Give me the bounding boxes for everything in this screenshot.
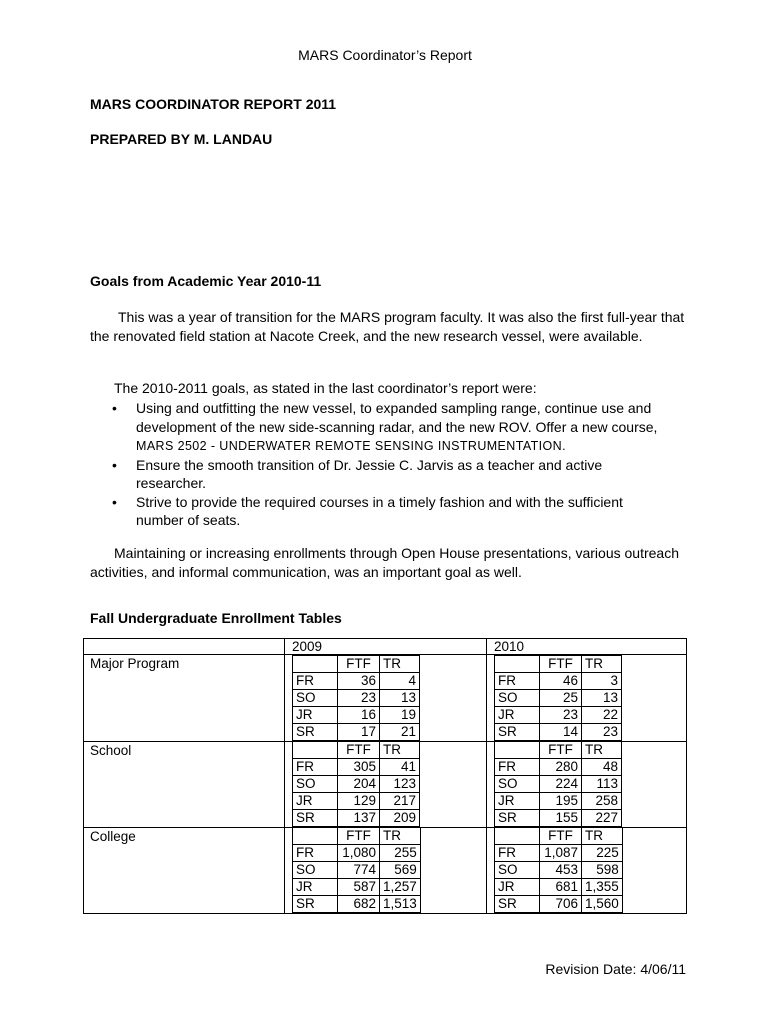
year-header-2009: 2009 <box>292 639 323 654</box>
table-row <box>495 793 622 810</box>
subtable-header-row <box>495 742 622 759</box>
table-row <box>495 896 623 913</box>
report-title: MARS COORDINATOR REPORT 2011 <box>90 96 337 112</box>
tr-header: TR <box>380 828 421 845</box>
header-blank-cell <box>495 742 540 759</box>
table-divider <box>486 638 487 914</box>
header-blank-cell <box>293 828 338 845</box>
table-row <box>293 690 420 707</box>
header-blank-cell <box>495 828 540 845</box>
enrollment-subtable <box>494 741 622 827</box>
class-label: FR <box>495 673 540 690</box>
table-row <box>293 845 421 862</box>
table-row <box>293 759 420 776</box>
ftf-header: FTF <box>540 656 582 673</box>
ftf-header: FTF <box>540 742 582 759</box>
table-row <box>495 759 622 776</box>
ftf-value: 1,087 <box>540 845 582 862</box>
class-label: SO <box>293 862 338 879</box>
ftf-value: 23 <box>338 690 380 707</box>
tr-value: 227 <box>582 810 622 827</box>
bullet-icon: • <box>112 400 117 416</box>
ftf-value: 46 <box>540 673 582 690</box>
tr-header: TR <box>380 742 420 759</box>
ftf-value: 706 <box>540 896 582 913</box>
tr-value: 113 <box>582 776 622 793</box>
table-row <box>293 793 420 810</box>
group-label-college: College <box>90 829 136 844</box>
intro-paragraph: This was a year of transition for the MARS program faculty. It was also the first full-year that the renovated field station at Nacote Creek, and the new research vessel, were available. <box>90 309 685 344</box>
enrollment-subtable <box>292 741 420 827</box>
table-row <box>495 673 622 690</box>
table-row <box>293 862 421 879</box>
ftf-value: 25 <box>540 690 582 707</box>
tr-value: 19 <box>380 707 420 724</box>
enrollment-subtable <box>494 655 622 741</box>
ftf-value: 155 <box>540 810 582 827</box>
goal-item-1 <box>112 399 672 456</box>
class-label: SR <box>495 810 540 827</box>
goals-list <box>112 399 672 530</box>
table-row <box>293 707 420 724</box>
ftf-value: 129 <box>338 793 380 810</box>
goal-item-3 <box>112 493 672 530</box>
subtable-header-row <box>495 656 622 673</box>
header-blank-cell <box>293 656 338 673</box>
class-label: SR <box>293 724 338 741</box>
tr-value: 1,355 <box>582 879 623 896</box>
table-row <box>495 862 623 879</box>
header-blank-cell <box>495 656 540 673</box>
table-row <box>293 776 420 793</box>
enrollment-subtable <box>494 827 623 913</box>
class-label: FR <box>293 845 338 862</box>
goals-heading: Goals from Academic Year 2010-11 <box>90 273 322 289</box>
table-row <box>293 724 420 741</box>
tr-value: 217 <box>380 793 420 810</box>
ftf-value: 137 <box>338 810 380 827</box>
tr-value: 13 <box>582 690 622 707</box>
class-label: SO <box>495 690 540 707</box>
ftf-value: 774 <box>338 862 380 879</box>
tr-value: 48 <box>582 759 622 776</box>
goal-item-2 <box>112 456 672 493</box>
tr-value: 569 <box>380 862 421 879</box>
ftf-value: 1,080 <box>338 845 380 862</box>
goal-3-text: Strive to provide the required courses in a timely fashion and with the sufficient number of seats. <box>136 493 623 528</box>
tr-value: 1,560 <box>582 896 623 913</box>
class-label: JR <box>495 879 540 896</box>
table-row <box>293 673 420 690</box>
ftf-header: FTF <box>540 828 582 845</box>
enrollment-heading: Fall Undergraduate Enrollment Tables <box>90 610 342 626</box>
class-label: JR <box>293 707 338 724</box>
ftf-value: 195 <box>540 793 582 810</box>
tr-value: 255 <box>380 845 421 862</box>
ftf-header: FTF <box>338 656 380 673</box>
tr-value: 21 <box>380 724 420 741</box>
tr-value: 3 <box>582 673 622 690</box>
group-label-school: School <box>90 743 132 758</box>
bullet-icon: • <box>112 456 117 473</box>
tr-header: TR <box>380 656 420 673</box>
class-label: FR <box>293 759 338 776</box>
subtable-header-row <box>293 828 421 845</box>
class-label: SO <box>293 776 338 793</box>
subtable-header-row <box>293 656 420 673</box>
class-label: JR <box>495 707 540 724</box>
ftf-value: 280 <box>540 759 582 776</box>
header-blank-cell <box>293 742 338 759</box>
course-name: MARS 2502 - UNDERWATER REMOTE SENSING INSTRUMENTATION. <box>136 439 566 453</box>
enrollment-subtable <box>292 827 421 913</box>
table-row <box>495 776 622 793</box>
class-label: SO <box>495 776 540 793</box>
class-label: JR <box>293 879 338 896</box>
ftf-value: 16 <box>338 707 380 724</box>
tr-value: 225 <box>582 845 623 862</box>
table-divider <box>284 638 285 914</box>
table-row <box>495 845 623 862</box>
class-label: SO <box>293 690 338 707</box>
ftf-value: 36 <box>338 673 380 690</box>
ftf-value: 17 <box>338 724 380 741</box>
ftf-value: 453 <box>540 862 582 879</box>
class-label: SR <box>495 724 540 741</box>
table-row <box>293 879 421 896</box>
tr-value: 258 <box>582 793 622 810</box>
class-label: FR <box>495 759 540 776</box>
enrollment-subtable <box>292 655 420 741</box>
class-label: SR <box>293 896 338 913</box>
table-row <box>495 724 622 741</box>
goals-intro: The 2010-2011 goals, as stated in the last coordinator’s report were: <box>114 380 537 396</box>
prepared-by: PREPARED BY M. LANDAU <box>90 131 273 147</box>
tr-header: TR <box>582 742 622 759</box>
class-label: SR <box>495 896 540 913</box>
class-label: SR <box>293 810 338 827</box>
ftf-value: 14 <box>540 724 582 741</box>
ftf-header: FTF <box>338 828 380 845</box>
revision-date: Revision Date: 4/06/11 <box>545 961 686 977</box>
ftf-value: 681 <box>540 879 582 896</box>
class-label: FR <box>495 845 540 862</box>
tr-value: 598 <box>582 862 623 879</box>
tr-header: TR <box>582 828 623 845</box>
table-row <box>293 810 420 827</box>
tr-value: 1,513 <box>380 896 421 913</box>
table-row <box>495 810 622 827</box>
year-header-2010: 2010 <box>494 639 525 654</box>
ftf-header: FTF <box>338 742 380 759</box>
table-row <box>293 896 421 913</box>
ftf-value: 204 <box>338 776 380 793</box>
group-label-major: Major Program <box>90 656 180 671</box>
ftf-value: 23 <box>540 707 582 724</box>
class-label: SO <box>495 862 540 879</box>
ftf-value: 224 <box>540 776 582 793</box>
tr-value: 209 <box>380 810 420 827</box>
tr-value: 123 <box>380 776 420 793</box>
tr-header: TR <box>582 656 622 673</box>
maintaining-paragraph: Maintaining or increasing enrollments through Open House presentations, various outreach activities, and informal communication, was an important goal as well. <box>90 545 679 580</box>
ftf-value: 682 <box>338 896 380 913</box>
ftf-value: 587 <box>338 879 380 896</box>
class-label: FR <box>293 673 338 690</box>
tr-value: 41 <box>380 759 420 776</box>
goal-2-text: Ensure the smooth transition of Dr. Jessie C. Jarvis as a teacher and active researcher. <box>136 456 603 491</box>
goal-1-text: Using and outfitting the new vessel, to expanded sampling range, continue use and development of the new side-scanning radar, and the new ROV. Offer a new course, <box>136 400 658 435</box>
running-header: MARS Coordinator’s Report <box>298 47 472 63</box>
subtable-header-row <box>495 828 623 845</box>
class-label: JR <box>495 793 540 810</box>
tr-value: 23 <box>582 724 622 741</box>
subtable-header-row <box>293 742 420 759</box>
table-row <box>495 707 622 724</box>
class-label: JR <box>293 793 338 810</box>
tr-value: 4 <box>380 673 420 690</box>
table-row <box>495 690 622 707</box>
tr-value: 1,257 <box>380 879 421 896</box>
tr-value: 22 <box>582 707 622 724</box>
tr-value: 13 <box>380 690 420 707</box>
table-row <box>495 879 623 896</box>
ftf-value: 305 <box>338 759 380 776</box>
bullet-icon: • <box>112 493 117 510</box>
